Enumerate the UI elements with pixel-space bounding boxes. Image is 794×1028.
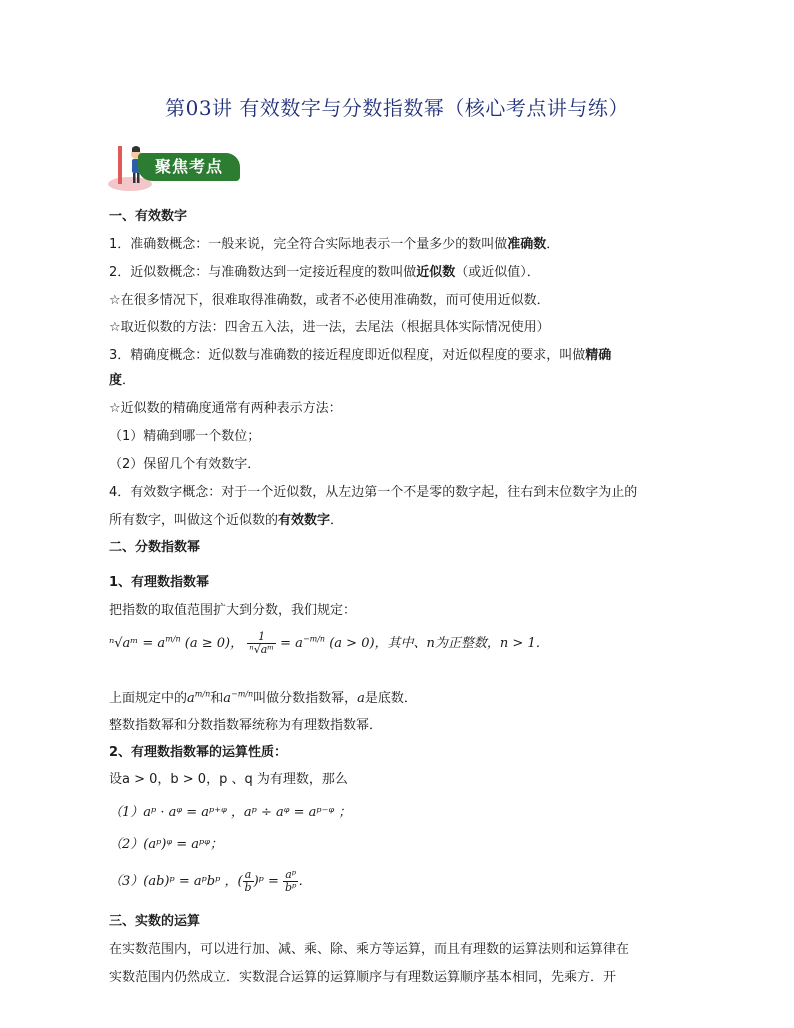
- subheading-rational-exponents: 1、有理数指数幂: [109, 575, 210, 590]
- text: )ᵖ =: [253, 874, 284, 889]
- base-symbol: a: [357, 691, 365, 706]
- formula-fraction: $\frac{1}{\text{ⁿ√aᵐ}}$: [249, 630, 275, 656]
- subheading-operation-rules: 2、有理数指数幂的运算性质：: [109, 745, 288, 760]
- page-title: 第03讲 有效数字与分数指数幂（核心考点讲与练）: [165, 96, 629, 120]
- frac-a-over-b: $\frac{a}{b}$: [244, 868, 252, 894]
- text: 2．近似数概念：与准确数达到一定接近程度的数叫做: [109, 265, 417, 280]
- formula-cond1: (a ≥ 0)，: [184, 636, 244, 651]
- note-star2: ☆取近似数的方法：四舍五入法，进一法，去尾法（根据具体实际情况使用）: [109, 320, 550, 335]
- term-approx-number: 近似数: [416, 265, 456, 280]
- text: 上面规定中的: [109, 691, 188, 706]
- formula-root: ⁿ√aᵐ = $a^{m/n}$: [109, 634, 181, 651]
- text: 1．准确数概念：一般来说，完全符合实际地表示一个量多少的数叫做: [109, 237, 508, 252]
- text: 3．精确度概念：近似数与准确数的接近程度即近似程度，对近似程度的要求，叫做: [109, 348, 586, 363]
- text: 是底数．: [364, 691, 417, 706]
- text: ．: [546, 237, 560, 252]
- para-precision-cont: [109, 369, 135, 388]
- section3-heading: 三、实数的运算: [109, 914, 201, 929]
- text: （3）(ab)ᵖ = aᵖbᵖ ，(: [109, 874, 243, 889]
- formula-definitions: [109, 631, 549, 656]
- para-summary: 整数指数幂和分数指数幂统称为有理数指数幂．: [109, 718, 383, 733]
- para-real-ops-2: 实数范围内仍然成立．实数混合运算的运算顺序与有理数运算顺序基本相同，先乘方．开: [109, 970, 617, 985]
- banner-label: 聚焦考点: [138, 153, 240, 181]
- term-exact-number: 准确数: [507, 237, 547, 252]
- para-precision: [109, 344, 611, 363]
- term-significant-figures: 有效数字: [278, 513, 331, 528]
- para-fractional-power: [109, 687, 417, 706]
- rule-1: （1）aᵖ · aᵠ = aᵖ⁺ᵠ ，aᵖ ÷ aᵠ = aᵖ⁻ᵠ ；: [109, 805, 352, 820]
- para-definition-intro: 把指数的取值范围扩大到分数，我们规定：: [109, 603, 357, 618]
- para-real-ops-1: 在实数范围内，可以进行加、减、乘、除、乘方等运算，而且有理数的运算法则和运算律在: [109, 942, 630, 957]
- para-significant-figures-cont: [109, 509, 343, 528]
- term-precision-end: 度: [109, 373, 123, 388]
- text: ．: [330, 513, 344, 528]
- note-star3: ☆近似数的精确度通常有两种表示方法：: [109, 401, 342, 416]
- section2-heading: 二、分数指数幂: [109, 540, 201, 555]
- method-2: （2）保留几个有效数字．: [109, 457, 261, 472]
- focus-banner: [106, 140, 240, 192]
- text: ．: [298, 874, 312, 889]
- note-star1: ☆在很多情况下，很难取得准确数，或者不必使用准确数，而可使用近似数．: [109, 293, 550, 308]
- formula-neg: = $a^{-m/n}$: [280, 634, 326, 651]
- text: （或近似值）．: [455, 265, 540, 280]
- expr-neg: $a^{-m/n}$: [223, 689, 254, 706]
- para-approx-number: [109, 261, 540, 280]
- text: 叫做分数指数幂，: [253, 691, 358, 706]
- text: ．: [122, 373, 136, 388]
- frac-ap-over-bp: $\frac{\text{aᵖ}}{\text{bᵖ}}$: [285, 868, 297, 894]
- text: 和: [210, 691, 224, 706]
- rule-3: [109, 869, 311, 894]
- method-1: （1）精确到哪一个数位；: [109, 429, 261, 444]
- section1-heading: 一、有效数字: [109, 209, 188, 224]
- para-significant-figures: 4．有效数字概念：对于一个近似数，从左边第一个不是零的数字起，往右到末位数字为止的: [109, 485, 638, 500]
- rule-2: （2）(aᵖ)ᵠ = aᵖᵠ；: [109, 837, 223, 852]
- expr-pos: $a^{m/n}$: [187, 689, 211, 706]
- formula-cond2: (a > 0)，其中、n为正整数，n > 1．: [329, 636, 549, 651]
- para-conditions: 设a > 0，b > 0，p 、q 为有理数，那么: [109, 772, 348, 787]
- text: 所有数字，叫做这个近似数的: [109, 513, 279, 528]
- para-exact-number: [109, 233, 559, 252]
- term-precision: 精确: [585, 348, 612, 363]
